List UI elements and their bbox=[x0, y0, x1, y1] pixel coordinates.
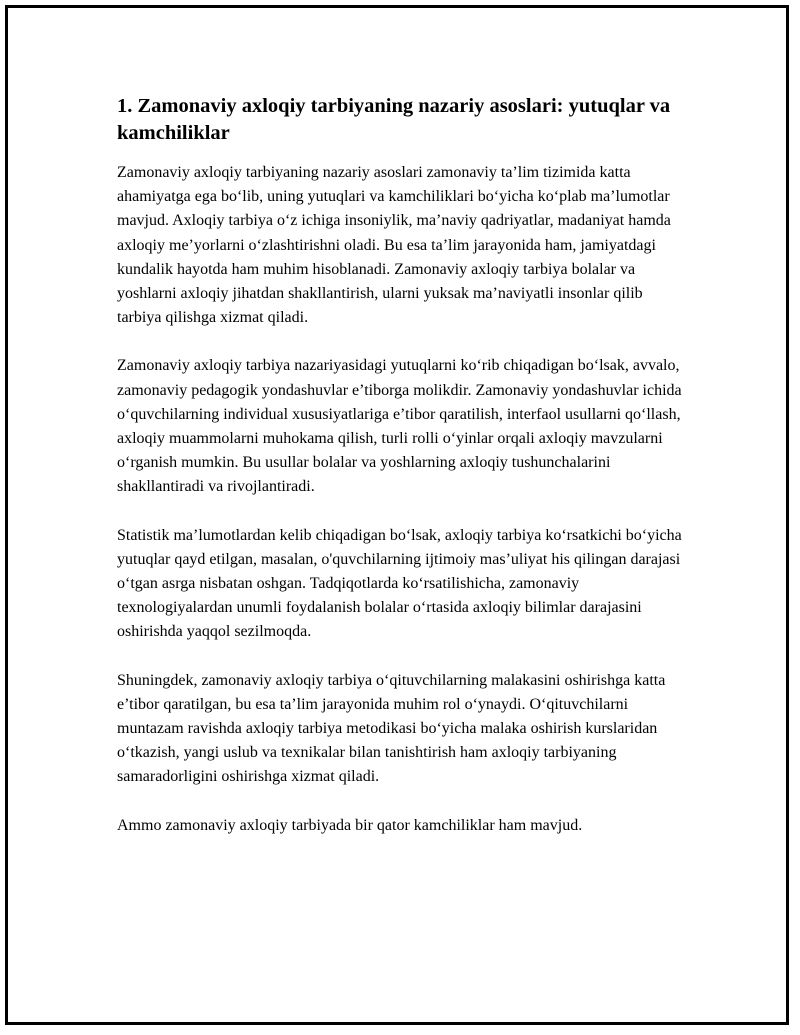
paragraph-intro: Zamonaviy axloqiy tarbiyaning nazariy asoslari zamonaviy ta’lim tizimida katta ahamiyatga ega bo‘lib, uning yutuqlari va kamchiliklari bo‘yicha ko‘plab ma’lumotlar mavjud. Axloqiy tarbiya o‘z ichiga insoniylik, ma’naviy qadriyatlar, madaniyat hamda axloqiy me’yorlarni o‘zlashtirishni oladi. Bu esa ta’lim jarayonida ham, jamiyatdagi kundalik hayotda ham muhim hisoblanadi. Zamonaviy axloqiy tarbiya bolalar va yoshlarni axloqiy jihatdan shakllantirish, ularni yuksak ma’naviyatli insonlar qilib tarbiya qilishga xizmat qiladi. bbox=[117, 164, 671, 327]
section-heading: 1. Zamonaviy axloqiy tarbiyaning nazariy asoslari: yutuqlar va kamchiliklar bbox=[117, 95, 671, 144]
paragraph-shortcomings: Ammo zamonaviy axloqiy tarbiyada bir qator kamchiliklar ham mavjud. bbox=[117, 816, 583, 834]
paragraph-teachers: Shuningdek, zamonaviy axloqiy tarbiya o‘qituvchilarning malakasini oshirishga katta e’tibor qaratilgan, bu esa ta’lim jarayonida muhim rol o‘ynaydi. O‘qituvchilarni muntazam ravishda axloqiy tarbiya metodikasi bo‘yicha malaka oshirish kurslaridan o‘tkazish, yangi uslub va texnikalar bilan tanishtirish ham axloqiy tarbiyaning samaradorligini oshirishga xizmat qiladi. bbox=[117, 671, 666, 786]
paragraph-achievements: Zamonaviy axloqiy tarbiya nazariyasidagi yutuqlarni ko‘rib chiqadigan bo‘lsak, avvalo, zamonaviy pedagogik yondashuvlar e’tiborga molikdir. Zamonaviy yondashuvlar ichida o‘quvchilarning individual xususiyatlariga e’tibor qaratilish, interfaol usullarni qo‘llash, axloqiy muammolarni muhokama qilish, turli rolli o‘yinlar orqali axloqiy mavzularni o‘rganish mumkin. Bu usullar bolalar va yoshlarning axloqiy tushunchalarini shakllantiradi va rivojlantiradi. bbox=[117, 357, 682, 496]
document-body bbox=[117, 93, 687, 862]
paragraph-statistics: Statistik ma’lumotlardan kelib chiqadigan bo‘lsak, axloqiy tarbiya ko‘rsatkichi bo‘yicha yutuqlar qayd etilgan, masalan, o'quvchilarning ijtimoiy mas’uliyat his qilingan darajasi o‘tgan asrga nisbatan oshgan. Tadqiqotlarda ko‘rsatilishicha, zamonaviy texnologiyalardan unumli foydalanish bolalar o‘rtasida axloqiy bilimlar darajasini oshirishda yaqqol sezilmoqda. bbox=[117, 526, 682, 641]
